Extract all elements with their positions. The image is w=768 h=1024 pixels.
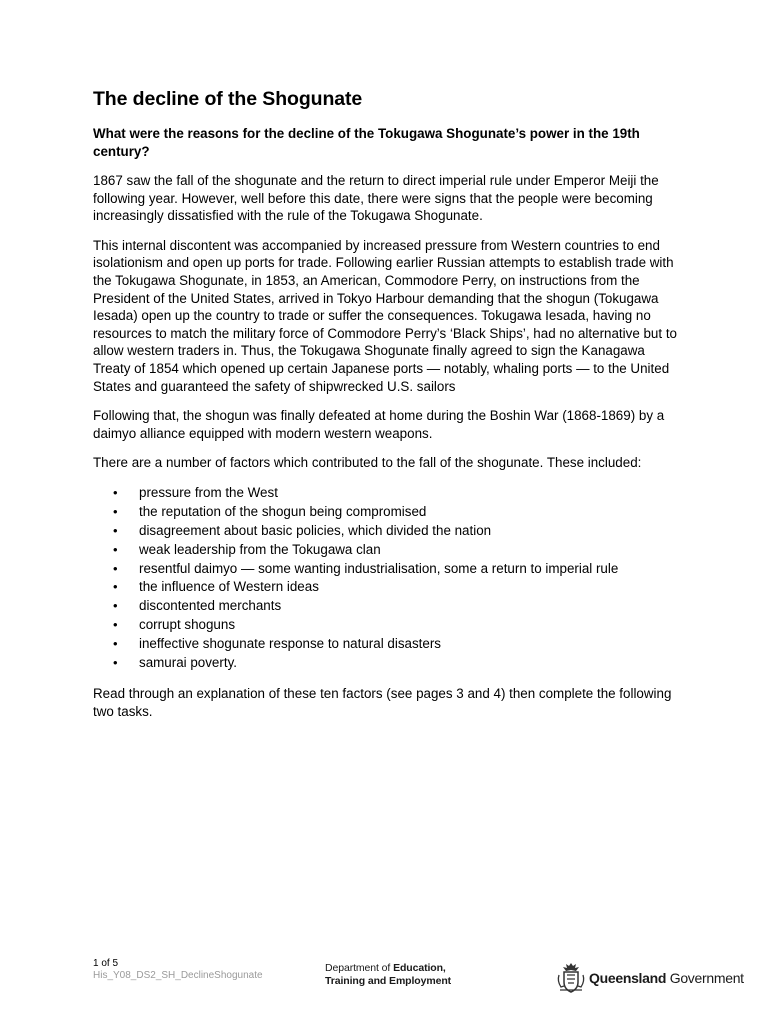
guiding-question: What were the reasons for the decline of the Tokugawa Shogunate’s power in the 19th century? <box>93 126 640 159</box>
list-item-text: ineffective shogunate response to natural disasters <box>139 636 441 652</box>
bullet-icon: • <box>113 503 118 519</box>
list-item <box>93 541 683 560</box>
list-item-text: the reputation of the shogun being compromised <box>139 503 427 519</box>
queensland-word: Queensland <box>589 970 667 986</box>
bullet-icon: • <box>113 655 118 671</box>
paragraph-closing-instructions: Read through an explanation of these ten factors (see pages 3 and 4) then complete the following two tasks. <box>93 685 672 719</box>
list-item-text: the influence of Western ideas <box>139 579 319 595</box>
bullet-icon: • <box>113 636 118 652</box>
department-logo <box>325 962 451 988</box>
list-item <box>93 578 683 597</box>
list-item <box>93 503 683 522</box>
list-item <box>93 597 683 616</box>
bullet-icon: • <box>113 560 118 576</box>
paragraph-boshin-war: Following that, the shogun was finally defeated at home during the Boshin War (1868-1869) by a daimyo alliance equipped with modern western weapons. <box>93 408 665 441</box>
file-name: His_Y08_DS2_SH_DeclineShogunate <box>93 970 263 981</box>
paragraph-western-pressure: This internal discontent was accompanied by increased pressure from Western countries to end isolationism and open up ports for trade. Following earlier Russian attempts to establish trade with the Tokugawa Shogunate, in 1853, an American, Commodore Perry, on instructions from the President of the United States, arrived in Tokyo Harbour demanding that the shogun (Tokugawa Iesada) open up the country to trade or suffer the consequences. Tokugawa Iesada, having no resources to match the military force of Commodore Perry’s ‘Black Ships’, had no alternative but to allow western traders in. Thus, the Tokugawa Shogunate finally agreed to sign the Kanagawa Treaty of 1854 which opened up certain Japanese ports — notably, whaling ports — to the United States and guaranteed the safety of shipwrecked U.S. sailors <box>93 237 677 394</box>
list-item-text: resentful daimyo — some wanting industrialisation, some a return to imperial rule <box>139 560 619 576</box>
queensland-government-logo <box>556 962 746 994</box>
list-item <box>93 635 683 654</box>
department-strong: Education, <box>393 962 446 974</box>
list-item <box>93 560 683 579</box>
list-item <box>93 484 683 503</box>
bullet-icon: • <box>113 541 118 557</box>
factor-list <box>93 484 683 673</box>
bullet-icon: • <box>113 579 118 595</box>
paragraph-factors-intro: There are a number of factors which contributed to the fall of the shogunate. These included: <box>93 455 642 471</box>
bullet-icon: • <box>113 598 118 614</box>
department-prefix: Department of <box>325 962 394 974</box>
list-item-text: corrupt shoguns <box>139 617 236 633</box>
bullet-icon: • <box>113 617 118 633</box>
list-item-text: disagreement about basic policies, which divided the nation <box>139 522 492 538</box>
document-title: The decline of the Shogunate <box>93 88 363 110</box>
department-name-line2: Training and Employment <box>325 975 452 987</box>
document-content <box>93 86 683 732</box>
queensland-crest-icon <box>556 962 586 994</box>
list-item <box>93 616 683 635</box>
bullet-icon: • <box>113 484 118 500</box>
list-item-text: samurai poverty. <box>139 655 237 671</box>
paragraph-fall-of-shogunate: 1867 saw the fall of the shogunate and the return to direct imperial rule under Emperor Meiji the following year. However, well before this date, there were signs that the people were becoming increasingly dissatisfied with the rule of the Tokugawa Shogunate. <box>93 173 659 224</box>
page-number: 1 of 5 <box>93 958 119 969</box>
bullet-icon: • <box>113 522 118 538</box>
department-name-line1 <box>325 962 451 975</box>
government-word: Government <box>666 970 744 986</box>
list-item-text: weak leadership from the Tokugawa clan <box>139 541 381 557</box>
list-item-text: pressure from the West <box>139 484 278 500</box>
list-item <box>93 522 683 541</box>
list-item <box>93 654 683 673</box>
list-item-text: discontented merchants <box>139 598 282 614</box>
queensland-government-wordmark <box>589 970 744 986</box>
